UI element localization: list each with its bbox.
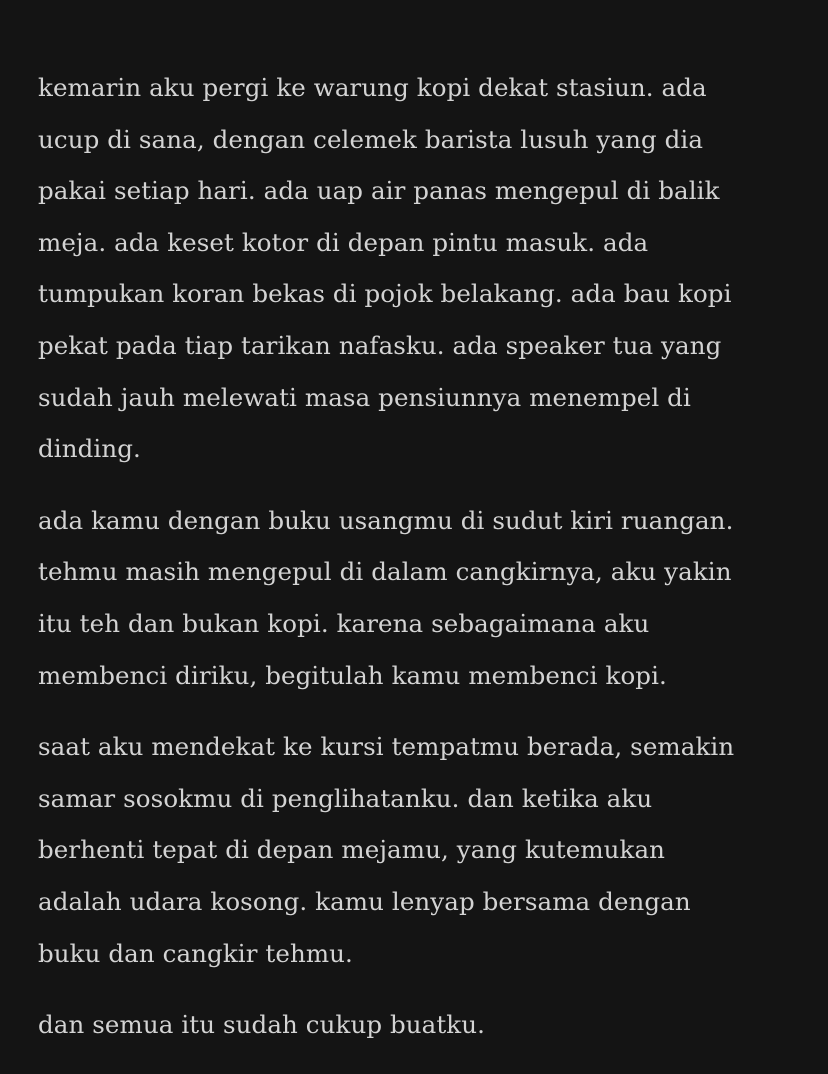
text-line: kemarin aku pergi ke warung kopi dekat stasiun. ada	[38, 73, 707, 102]
text-line: saat aku mendekat ke kursi tempatmu berada, semakin	[38, 732, 735, 762]
paragraph-4	[38, 999, 798, 1051]
paragraph-1	[38, 62, 798, 475]
text-line: pekat pada tiap tarikan nafasku. ada speaker tua yang	[38, 330, 722, 360]
text-line: pakai setiap hari. ada uap air panas mengepul di balik	[38, 176, 720, 206]
text-line: ucup di sana, dengan celemek barista lusuh yang dia	[38, 124, 704, 154]
text-line: tumpukan koran bekas di pojok belakang. ada bau kopi	[38, 279, 732, 309]
text-line: dinding.	[38, 434, 141, 464]
text-line: membenci diriku, begitulah kamu membenci kopi.	[38, 660, 667, 690]
text-line: samar sosokmu di penglihatanku. dan ketika aku	[38, 783, 653, 813]
text-line: tehmu masih mengepul di dalam cangkirnya, aku yakin	[38, 557, 732, 587]
text-line: buku dan cangkir tehmu.	[38, 938, 353, 968]
paragraph-3	[38, 721, 798, 979]
text-line: dan semua itu sudah cukup buatku.	[38, 1010, 486, 1040]
text-line: itu teh dan bukan kopi. karena sebagaimana aku	[38, 608, 650, 638]
text-line: meja. ada keset kotor di depan pintu masuk. ada	[38, 227, 649, 257]
text-document	[38, 62, 798, 1051]
text-line: berhenti tepat di depan mejamu, yang kutemukan	[38, 835, 666, 865]
text-line: sudah jauh melewati masa pensiunnya menempel di	[38, 382, 691, 412]
text-line: adalah udara kosong. kamu lenyap bersama dengan	[38, 886, 691, 916]
text-line: ada kamu dengan buku usangmu di sudut kiri ruangan.	[38, 505, 734, 535]
paragraph-2	[38, 495, 798, 701]
